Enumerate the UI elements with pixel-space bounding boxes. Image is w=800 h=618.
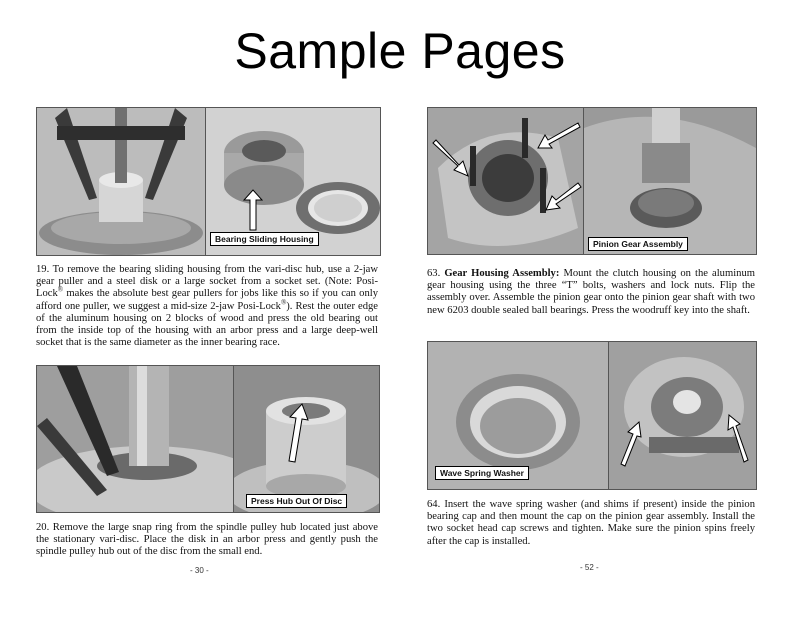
caption-press-hub: Press Hub Out Of Disc xyxy=(246,494,347,508)
photo-press-hub xyxy=(233,365,380,513)
photo-pinion-gear xyxy=(583,107,757,255)
photo-arbor-press xyxy=(36,365,234,513)
paragraph-step-64: 64. Insert the wave spring washer (and shims if present) inside the pinion bearing cap and then mount the cap on the pinion gear assembly. Install the two socket head cap screws and tighten. Make sure the pinion spins freely after the cap is installed. xyxy=(427,499,755,547)
photo-pinion-cap xyxy=(608,341,757,490)
photo-t-bolts xyxy=(427,107,584,255)
caption-pinion-gear: Pinion Gear Assembly xyxy=(588,237,688,251)
page-number-right: - 52 - xyxy=(580,563,599,572)
caption-wave-spring: Wave Spring Washer xyxy=(435,466,529,480)
paragraph-step-19 xyxy=(36,264,378,349)
registered-mark: ® xyxy=(280,298,287,307)
photo-gear-puller xyxy=(36,107,206,256)
paragraph-step-63 xyxy=(427,268,755,317)
paragraph-63-text: Mount the clutch housing on the aluminum gear housing using the three “T” bolts, washers and lock nuts. Flip the assembly over. Assemble the pinion gear onto the pinion gear shaft with two new 6203 double sealed ball bearings. Press the woodruff key into the shaft. xyxy=(427,268,755,316)
page-title: Sample Pages xyxy=(234,23,566,79)
page-number-left: - 30 - xyxy=(190,566,209,575)
paragraph-19-part1: 19. To remove the bearing sliding housing from the vari-disc hub, use a 2-jaw gear puller and a steel disk or a large socket from a socket set. (Note: Posi-Lock xyxy=(36,264,378,300)
registered-mark: ® xyxy=(57,285,64,294)
paragraph-19-part2: makes the absolute best gear pullers for jobs like this so if you can only afford one puller, we suggest a mid-size 2-jaw Posi-Lock xyxy=(36,288,378,312)
paragraph-63-number: 63. xyxy=(427,268,445,279)
caption-bearing-housing: Bearing Sliding Housing xyxy=(210,232,319,246)
paragraph-63-heading: Gear Housing Assembly: xyxy=(444,268,560,279)
paragraph-19-part3: ). Rest the outer edge of the aluminum housing on 2 blocks of wood and press the old bearing out from the inside top of the housing with an arbor press and a large deep-well socket that is the same diameter as the inner bearing race. xyxy=(36,300,378,349)
paragraph-step-20: 20. Remove the large snap ring from the spindle pulley hub located just above the stationary vari-disc. Place the disk in an arbor press and gently push the spindle pulley hub out of the disc from the small end. xyxy=(36,522,378,558)
